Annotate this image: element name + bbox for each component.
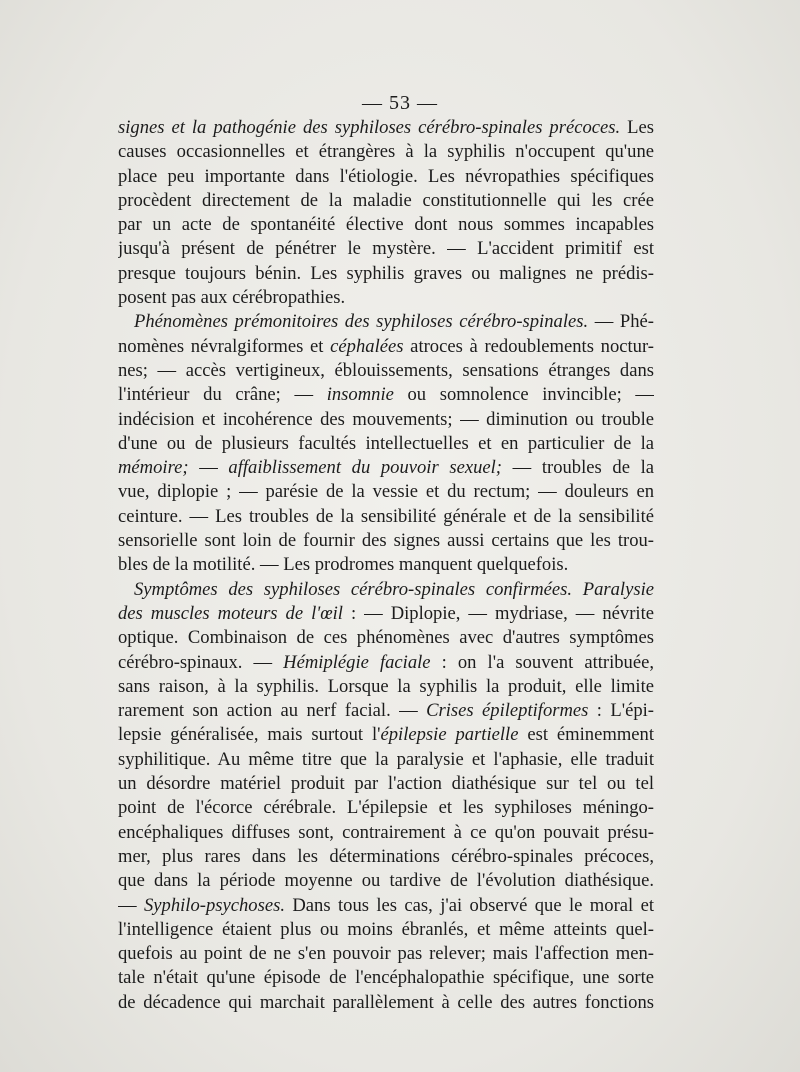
text-line — [118, 796, 654, 820]
text-segment: — — [188, 457, 229, 479]
text-segment: — — [118, 894, 144, 916]
text-segment: : on l'a souvent attribuée, — [430, 651, 654, 673]
body-text — [118, 116, 654, 1015]
text-segment: sensorielle sont loin de fournir des signes aussi certains que les trou- — [118, 530, 654, 552]
text-segment: point de l'écorce cérébrale. L'épilepsie et les syphiloses méningo- — [118, 797, 654, 819]
italic-segment: Symptômes des syphiloses cérébro-spinales confirmées. Paralysie — [134, 578, 654, 600]
text-segment: optique. Combinaison de ces phénomènes avec d'autres symptômes — [118, 627, 654, 649]
text-line — [118, 553, 654, 577]
text-segment: vue, diplopie ; — parésie de la vessie et du rectum; — douleurs en — [118, 481, 654, 503]
text-segment: — troubles de la — [502, 457, 654, 479]
text-line — [118, 894, 654, 918]
italic-segment: insomnie — [326, 384, 394, 406]
italic-segment: Syphilo-psychoses. — [144, 894, 285, 916]
text-line — [118, 408, 654, 432]
text-segment: jusqu'à présent de pénétrer le mystère. — L'accident primitif est — [118, 238, 654, 260]
text-segment: : — Diplopie, — mydriase, — névrite — [342, 602, 654, 624]
text-segment: lepsie généralisée, mais surtout l' — [118, 724, 381, 746]
text-segment: indécision et incohérence des mouvements; — diminution ou trouble — [118, 408, 654, 430]
text-line — [118, 335, 654, 359]
text-line — [118, 675, 654, 699]
text-segment: encéphaliques diffuses sont, contrairement à ce qu'on pouvait présu- — [118, 821, 654, 843]
text-line — [118, 918, 654, 942]
text-segment: de décadence qui marchait parallèlement à celle des autres fonctions — [118, 991, 654, 1013]
text-segment: d'une ou de plusieurs facultés intellectuelles et en particulier de la — [118, 432, 654, 454]
text-segment: : L'épi- — [588, 700, 654, 722]
italic-segment: Crises épileptiformes — [426, 700, 589, 722]
text-line — [118, 723, 654, 747]
text-segment: ceinture. — Les troubles de la sensibilité générale et de la sensibilité — [118, 505, 654, 527]
text-segment: quefois au point de ne s'en pouvoir pas relever; mais l'affection men- — [118, 943, 654, 965]
text-segment: l'intérieur du crâne; — — [118, 384, 327, 406]
text-segment: Dans tous les cas, j'ai observé que le moral et — [284, 894, 654, 916]
text-segment: place peu importante dans l'étiologie. Les névropathies spécifiques — [118, 165, 654, 187]
text-line — [118, 359, 654, 383]
text-segment: mer, plus rares dans les déterminations cérébro-spinales précoces, — [118, 845, 654, 867]
text-line — [118, 869, 654, 893]
text-segment: presque toujours bénin. Les syphilis graves ou malignes ne prédis- — [118, 262, 654, 284]
text-segment: rarement son action au nerf facial. — — [118, 700, 427, 722]
text-segment: que dans la période moyenne ou tardive de l'évolution diathésique. — [118, 870, 654, 892]
text-line — [118, 772, 654, 796]
text-line — [118, 578, 654, 602]
text-segment: atroces à redoublements noctur- — [403, 335, 654, 357]
text-segment: un désordre matériel produit par l'action diathésique sur tel ou tel — [118, 773, 654, 795]
text-line — [118, 699, 654, 723]
text-segment: nomènes névralgiformes et — [118, 335, 331, 357]
italic-segment: affaiblissement du pouvoir sexuel; — [228, 457, 502, 479]
text-segment: — Phé- — [588, 311, 654, 333]
italic-segment: signes et la pathogénie des syphiloses cérébro-spinales précoces. — [118, 117, 621, 138]
text-segment: posent pas aux cérébropathies. — [118, 287, 346, 309]
text-line — [118, 140, 654, 164]
text-line — [118, 165, 654, 189]
text-line — [118, 942, 654, 966]
text-line — [118, 529, 654, 553]
text-line — [118, 505, 654, 529]
text-segment: procèdent directement de la maladie constitutionnelle qui les crée — [118, 189, 654, 211]
text-segment: sans raison, à la syphilis. Lorsque la syphilis la produit, elle limite — [118, 675, 654, 697]
text-line — [118, 213, 654, 237]
text-segment: l'intelligence étaient plus ou moins ébranlés, et même atteints quel- — [118, 918, 654, 940]
text-segment: ou somnolence invincible; — — [393, 384, 654, 406]
text-segment: nes; — accès vertigineux, éblouissements, sensations étranges dans — [118, 359, 654, 381]
text-line — [118, 432, 654, 456]
italic-segment: céphalées — [330, 335, 404, 357]
text-line — [118, 626, 654, 650]
text-line — [118, 456, 654, 480]
text-line — [118, 651, 654, 675]
text-segment: tale n'était qu'une épisode de l'encéphalopathie spécifique, une sorte — [118, 967, 654, 989]
italic-segment: Hémiplégie faciale — [283, 651, 431, 673]
text-line — [118, 480, 654, 504]
italic-segment: mémoire; — [118, 457, 189, 479]
text-segment: par un acte de spontanéité élective dont nous sommes incapables — [118, 214, 654, 236]
text-line — [118, 821, 654, 845]
italic-segment: des muscles moteurs de l'œil — [118, 602, 343, 624]
text-line — [118, 189, 654, 213]
text-line — [118, 237, 654, 261]
text-line — [118, 116, 654, 140]
text-line — [118, 262, 654, 286]
text-line — [118, 748, 654, 772]
text-segment: Les — [620, 117, 654, 138]
text-segment: cérébro-spinaux. — — [118, 651, 284, 673]
text-line — [118, 286, 654, 310]
text-segment: syphilitique. Au même titre que la paralysie et l'aphasie, elle traduit — [118, 748, 654, 770]
text-segment: bles de la motilité. — Les prodromes manquent quelquefois. — [118, 554, 569, 576]
text-line — [118, 966, 654, 990]
text-line — [118, 310, 654, 334]
text-line — [118, 845, 654, 869]
text-segment: causes occasionnelles et étrangères à la syphilis n'occupent qu'une — [118, 141, 654, 163]
text-line — [118, 991, 654, 1015]
text-segment: est éminemment — [518, 724, 654, 746]
text-line — [118, 383, 654, 407]
italic-segment: épilepsie partielle — [380, 724, 519, 746]
text-line — [118, 602, 654, 626]
page-number: — 53 — — [362, 92, 438, 114]
italic-segment: Phénomènes prémonitoires des syphiloses cérébro-spinales. — [134, 311, 589, 333]
